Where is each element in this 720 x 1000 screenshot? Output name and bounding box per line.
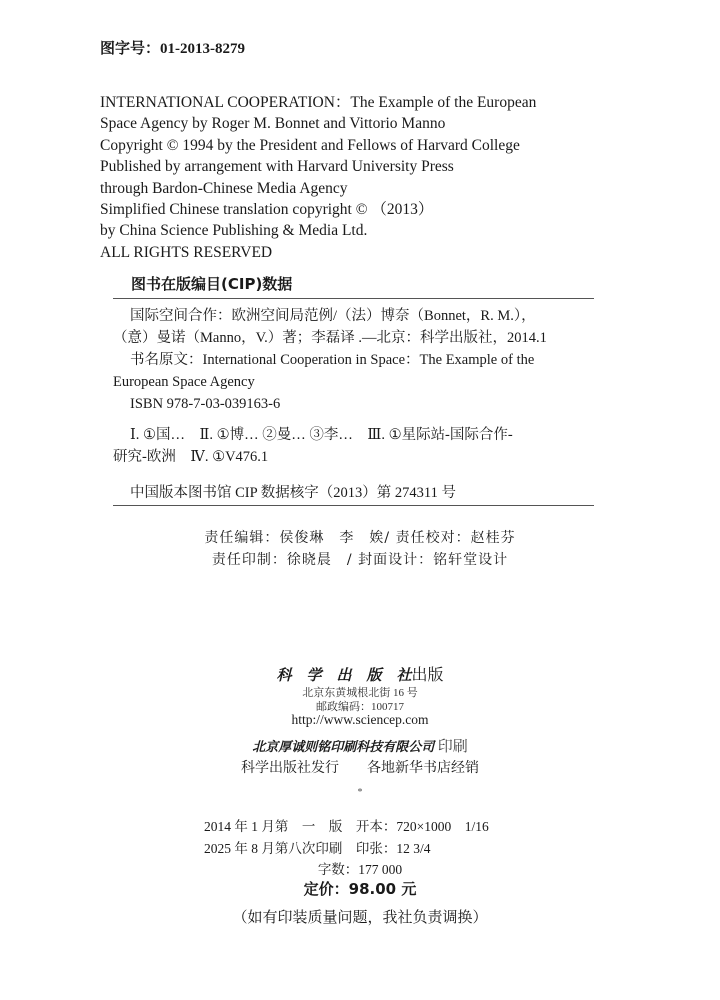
classification-line: 研究-欧洲 Ⅳ. ①V476.1 (113, 449, 269, 465)
cip-heading: 图书在版编目(CIP)数据 (131, 275, 293, 293)
publisher-website[interactable]: http://www.sciencep.com (291, 712, 429, 727)
english-copyright-block (100, 92, 536, 263)
cip-top-rule (113, 298, 594, 299)
price: 定价：98.00 元 (303, 880, 417, 898)
printer-suffix: 印刷 (437, 739, 468, 755)
publisher-postcode: 邮政编码：100717 (316, 701, 404, 713)
cip-bottom-rule (113, 505, 594, 506)
copyright-line: Copyright © 1994 by the President and Fellows of Harvard College (100, 136, 520, 154)
registration-label: 图字号： (100, 39, 161, 57)
staff-line-production: 责任印制：徐晓晨 / 封面设计：铭轩堂设计 (211, 552, 509, 568)
cip-classification (113, 424, 513, 468)
copyright-line: by China Science Publishing & Media Ltd. (100, 222, 368, 240)
cip-body (113, 305, 547, 415)
quality-notice: （如有印装质量问题，我社负责调换） (232, 910, 488, 926)
cip-line: 国际空间合作：欧洲空间局范例/（法）博奈（Bonnet，R. M.）， (130, 308, 536, 324)
cip-record-number: 中国版本图书馆 CIP 数据核字（2013）第 274311 号 (130, 485, 456, 501)
separator-asterisk: * (357, 787, 363, 798)
cip-line: 书名原文：International Cooperation in Space：The Example of the (130, 352, 535, 368)
isbn: ISBN 978-7-03-039163-6 (130, 396, 281, 412)
publisher-name: 科 学 出 版 社 (276, 666, 412, 684)
cip-line: European Space Agency (113, 374, 255, 390)
copyright-line: INTERNATIONAL COOPERATION：The Example of the European (100, 94, 537, 111)
edition-line-1: 2014 年 1 月第 一 版 开本：720×1000 1/16 (204, 819, 489, 834)
printer-line (0, 735, 720, 756)
copyright-line: Simplified Chinese translation copyright © （2013） (100, 201, 434, 219)
distribution-line: 科学出版社发行 各地新华书店经销 (241, 761, 479, 776)
publisher-address: 北京东黄城根北街 16 号 (302, 687, 418, 699)
publisher-suffix: 出版 (411, 667, 444, 684)
classification-line: Ⅰ. ①国… Ⅱ. ①博… ②曼… ③李… Ⅲ. ①星际站-国际合作- (130, 427, 513, 443)
printer-name: 北京厚诚则铭印刷科技有限公司 (252, 740, 435, 755)
cip-line: （意）曼诺（Manno，V.）著；李磊译 .—北京：科学出版社，2014.1 (113, 330, 547, 346)
word-count: 字数：177 000 (317, 862, 403, 877)
copyright-line: Published by arrangement with Harvard University Press (100, 158, 454, 176)
copyright-line: Space Agency by Roger M. Bonnet and Vittorio Manno (100, 115, 446, 133)
registration-number (100, 37, 245, 58)
staff-line-editors: 责任编辑：侯俊琳 李 娭/ 责任校对：赵桂芬 (204, 530, 516, 546)
copyright-line: ALL RIGHTS RESERVED (100, 243, 273, 261)
copyright-line: through Bardon-Chinese Media Agency (100, 179, 348, 197)
edition-line-2: 2025 年 8 月第八次印刷 印张：12 3/4 (204, 841, 431, 856)
publisher-line (0, 662, 720, 685)
registration-value: 01-2013-8279 (160, 41, 246, 57)
